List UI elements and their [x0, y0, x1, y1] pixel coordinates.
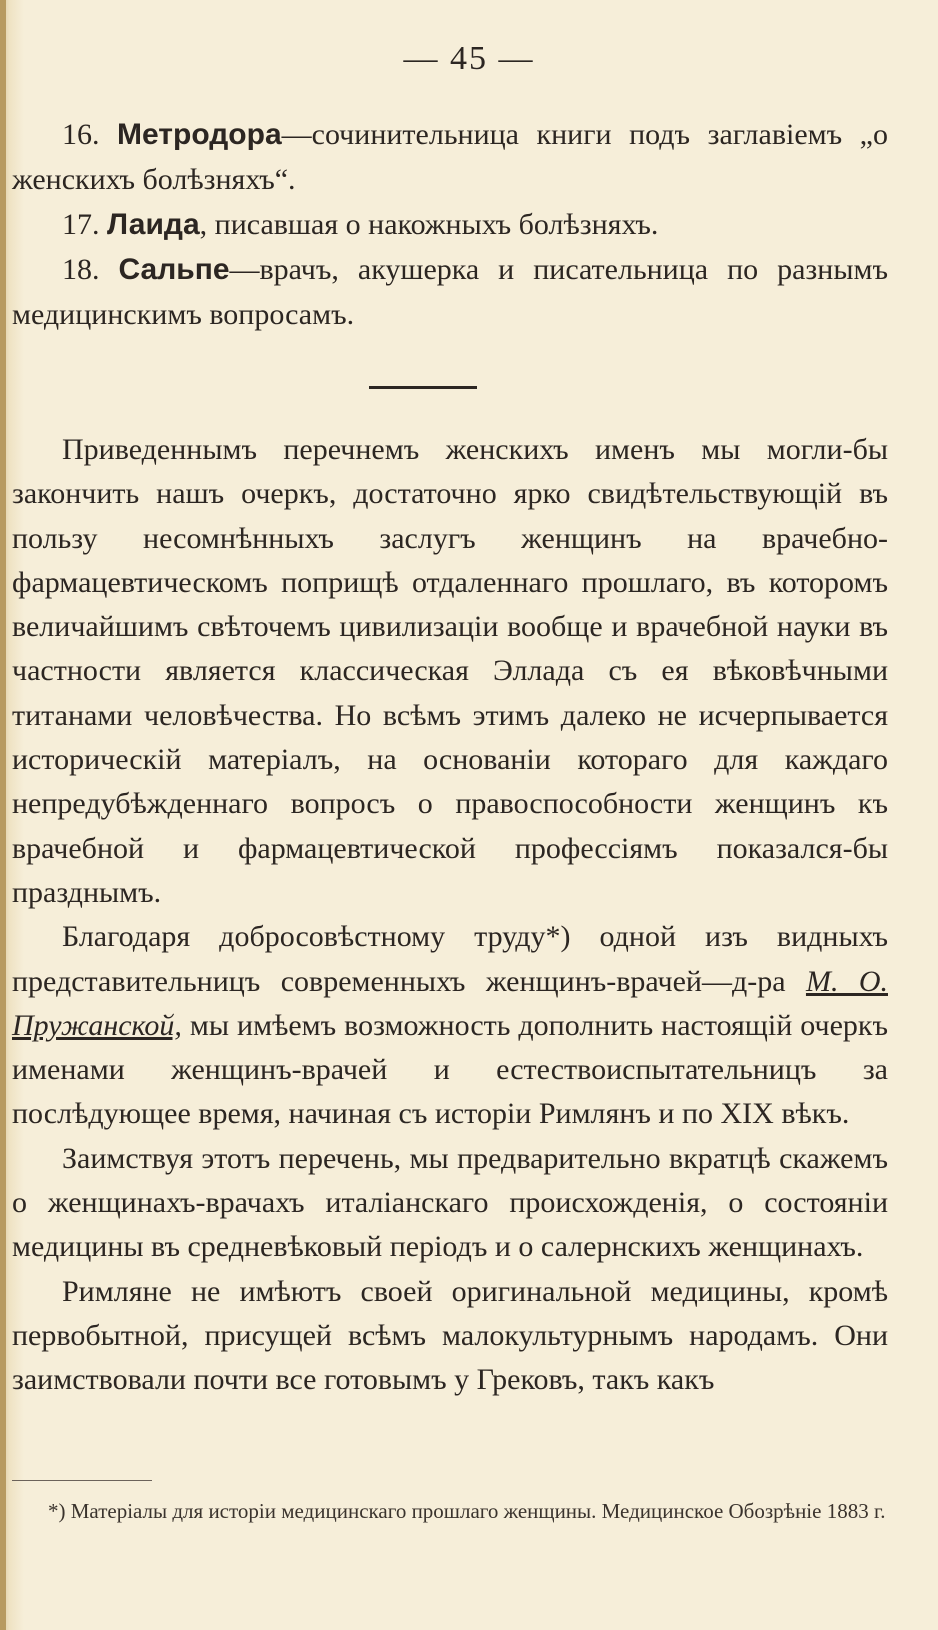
entry-name: Сальпе	[118, 253, 230, 286]
footnote-text: *) Матеріалы для исторіи медицинскаго прошлаго женщины. Медицинское Обозрѣніе 1883 г.	[48, 1499, 886, 1523]
paragraph-3: Заимствуя этотъ перечень, мы предварительно вкратцѣ скажемъ о женщинахъ-врачахъ италіанскаго происхожденія, о состояніи медицины въ средневѣковый періодъ и о салернскихъ женщинахъ.	[12, 1141, 888, 1264]
section-separator	[369, 386, 477, 389]
paragraph-2-end: мы имѣемъ возможность дополнить настоящій очеркъ именами женщинъ-врачей и естествоиспытательницъ за послѣдующее время, начиная съ исторіи Римлянъ и по XIX вѣкъ.	[12, 1008, 888, 1131]
footnote-divider	[12, 1480, 152, 1481]
entry-text: —сочинительница книги подъ заглавіемъ „о женскихъ болѣзняхъ“.	[12, 118, 888, 196]
list-item	[12, 247, 888, 337]
paragraph-2-start: Благодаря добросовѣстному труду*) одной изъ видныхъ представительницъ современныхъ женщинъ-врачей—д-ра	[12, 920, 888, 998]
entry-text: , писавшая о накожныхъ болѣзняхъ.	[199, 208, 659, 241]
entry-text: —врачъ, акушерка и писательница по разнымъ медицинскимъ вопросамъ.	[12, 253, 888, 331]
paragraph-1: Приведеннымъ перечнемъ женскихъ именъ мы могли-бы закончить нашъ очеркъ, достаточно ярко свидѣтельствующій въ пользу несомнѣнныхъ заслугъ женщинъ на врачебно-фармацевтическомъ поприщѣ отдаленнаго прошлаго, въ которомъ величайшимъ свѣточемъ цивилизаціи вообще и врачебной науки въ частности является классическая Эллада съ ея вѣковѣчными титанами человѣчества. Но всѣмъ этимъ далеко не исчерпывается историческій матеріалъ, на основаніи котораго для каждаго непредубѣжденнаго вопросъ о правоспособности женщинъ къ врачебной и фармацевтической профессіямъ показался-бы празднымъ.	[12, 433, 888, 909]
entry-name: Лаида	[107, 208, 200, 241]
entry-number: 16.	[62, 118, 100, 151]
paragraph-4: Римляне не имѣютъ своей оригинальной медицины, кромѣ первобытной, присущей всѣмъ малокультурнымъ народамъ. Они заимствовали почти все готовымъ у Грековъ, такъ какъ	[12, 1274, 888, 1397]
paragraph-2	[12, 915, 888, 1136]
list-item	[12, 112, 888, 202]
page-number: — 45 —	[403, 40, 535, 77]
author-name: М. О. Пружанской,	[12, 964, 888, 1042]
body-text	[12, 428, 888, 1403]
entry-name: Метродора	[117, 118, 282, 151]
entry-number: 18.	[62, 253, 100, 286]
page-binding-edge	[0, 0, 6, 1630]
entry-number: 17.	[62, 208, 100, 241]
list-item	[12, 202, 888, 247]
entry-list	[12, 112, 888, 337]
footnote	[12, 1494, 888, 1528]
